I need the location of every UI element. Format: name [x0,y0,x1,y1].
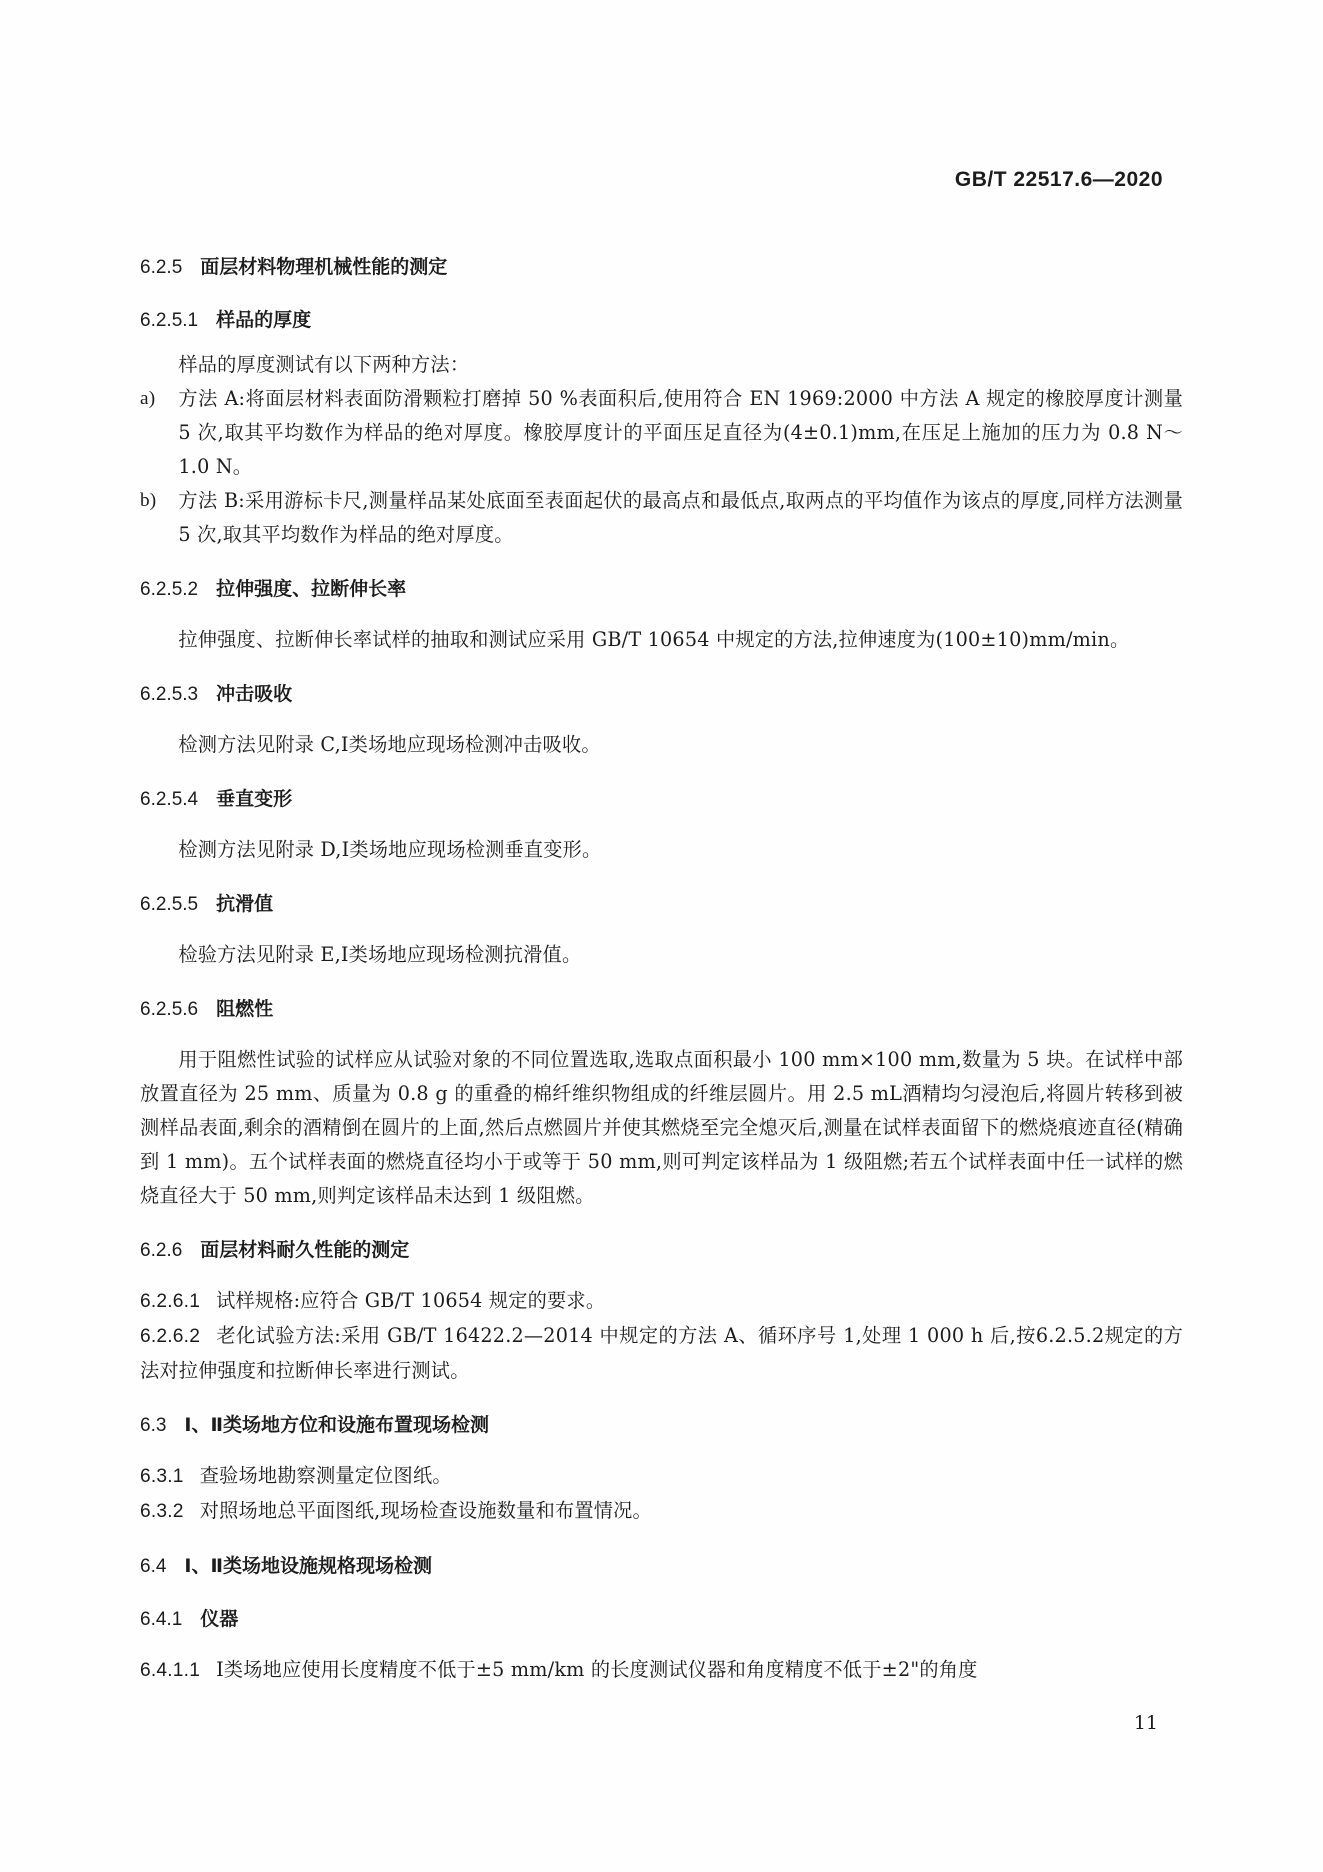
clause-6-3-2 [140,1494,1183,1529]
clause-6-4-1-1 [140,1653,1183,1688]
heading-6-2-5-1 [140,305,1183,336]
heading-6-2-5-2 [140,574,1183,605]
clause-number: 6.3.1 [140,1466,184,1487]
clause-6-2-6-1 [140,1284,1183,1319]
list-item-text: 方法 B:采用游标卡尺,测量样品某处底面至表面起伏的最高点和最低点,取两点的平均值作为该点的厚度,同样方法测量 5 次,取其平均数作为样品的绝对厚度。 [178,489,1183,546]
heading-title: 抗滑值 [216,893,274,915]
list-marker: b) [140,490,157,511]
list-item-text: 方法 A:将面层材料表面防滑颗粒打磨掉 50 %表面积后,使用符合 EN 1969:2000 中方法 A 规定的橡胶厚度计测量 5 次,取其平均数作为样品的绝对厚度。橡胶厚度计的平面压足直径为(4±0.1)mm,在压足上施加的压力为 0.8 N～1.0 N。 [178,387,1183,478]
heading-6-2-6 [140,1235,1183,1266]
heading-number: 6.2.5.1 [140,310,199,331]
slip-paragraph: 检验方法见附录 E,Ⅰ类场地应现场检测抗滑值。 [178,943,582,966]
page-body [140,252,1183,1688]
clause-6-2-6-2 [140,1319,1183,1388]
heading-number: 6.2.6 [140,1240,183,1261]
clause-number: 6.4.1.1 [140,1660,201,1681]
heading-title: Ⅰ、Ⅱ类场地方位和设施布置现场检测 [184,1414,490,1436]
list-item-b [140,484,1183,552]
thickness-intro: 样品的厚度测试有以下两种方法： [178,353,470,376]
heading-title: Ⅰ、Ⅱ类场地设施规格现场检测 [184,1555,433,1577]
document-code-header: GB/T 22517.6—2020 [954,168,1163,191]
heading-number: 6.2.5.4 [140,789,199,810]
clause-number: 6.2.6.2 [140,1326,201,1347]
heading-6-4-1 [140,1604,1183,1635]
heading-title: 垂直变形 [216,788,293,810]
list-item-a [140,382,1183,484]
heading-number: 6.2.5.6 [140,999,199,1020]
clause-text: 试样规格:应符合 GB/T 10654 规定的要求。 [216,1289,606,1312]
list-marker: a) [140,388,156,409]
clause-text: 查验场地勘察测量定位图纸。 [199,1464,452,1487]
heading-6-3 [140,1410,1183,1441]
heading-title: 拉伸强度、拉断伸长率 [216,578,407,600]
flame-paragraph: 用于阻燃性试验的试样应从试验对象的不同位置选取,选取点面积最小 100 mm×100 mm,数量为 5 块。在试样中部放置直径为 25 mm、质量为 0.8 g 的重叠的棉纤维织物组成的纤维层圆片。用 2.5 mL酒精均匀浸泡后,将圆片转移到被测样品表面,剩余的酒精倒在圆片的上面,然后点燃圆片并使其燃烧至完全熄灭后,测量在试样表面留下的燃烧痕迹直径(精确到 1 mm)。五个试样表面的燃烧直径均小于或等于 50 mm,则可判定该样品为 1 级阻燃;若五个试样表面中任一试样的燃烧直径大于 50 mm,则判定该样品未达到 1 级阻燃。 [140,1048,1183,1207]
heading-number: 6.2.5.5 [140,894,199,915]
clause-text: 对照场地总平面图纸,现场检查设施数量和布置情况。 [199,1499,652,1522]
page-number: 11 [1133,1712,1158,1734]
heading-title: 样品的厚度 [216,309,312,331]
heading-title: 仪器 [200,1608,239,1630]
tensile-paragraph: 拉伸强度、拉断伸长率试样的抽取和测试应采用 GB/T 10654 中规定的方法,拉伸速度为(100±10)mm/min。 [178,628,1130,651]
deformation-paragraph: 检测方法见附录 D,Ⅰ类场地应现场检测垂直变形。 [178,838,602,861]
heading-number: 6.4 [140,1556,167,1577]
heading-title: 面层材料耐久性能的测定 [200,1239,410,1261]
heading-6-2-5 [140,252,1183,283]
heading-6-4 [140,1551,1183,1582]
heading-6-2-5-5 [140,889,1183,920]
heading-number: 6.4.1 [140,1609,183,1630]
heading-6-2-5-3 [140,679,1183,710]
heading-number: 6.2.5 [140,257,183,278]
heading-title: 冲击吸收 [216,683,293,705]
heading-title: 面层材料物理机械性能的测定 [200,256,448,278]
clause-text: Ⅰ类场地应使用长度精度不低于±5 mm/km 的长度测试仪器和角度精度不低于±2"的角度 [216,1658,978,1681]
heading-number: 6.2.5.3 [140,684,199,705]
heading-number: 6.2.5.2 [140,579,199,600]
heading-title: 阻燃性 [216,998,274,1020]
impact-paragraph: 检测方法见附录 C,Ⅰ类场地应现场检测冲击吸收。 [178,733,601,756]
clause-number: 6.3.2 [140,1501,184,1522]
clause-text: 老化试验方法:采用 GB/T 16422.2—2014 中规定的方法 A、循环序号 1,处理 1 000 h 后,按6.2.5.2规定的方法对拉伸强度和拉断伸长率进行测试。 [140,1324,1183,1382]
heading-6-2-5-4 [140,784,1183,815]
heading-number: 6.3 [140,1415,167,1436]
heading-6-2-5-6 [140,994,1183,1025]
clause-number: 6.2.6.1 [140,1291,201,1312]
clause-6-3-1 [140,1459,1183,1494]
